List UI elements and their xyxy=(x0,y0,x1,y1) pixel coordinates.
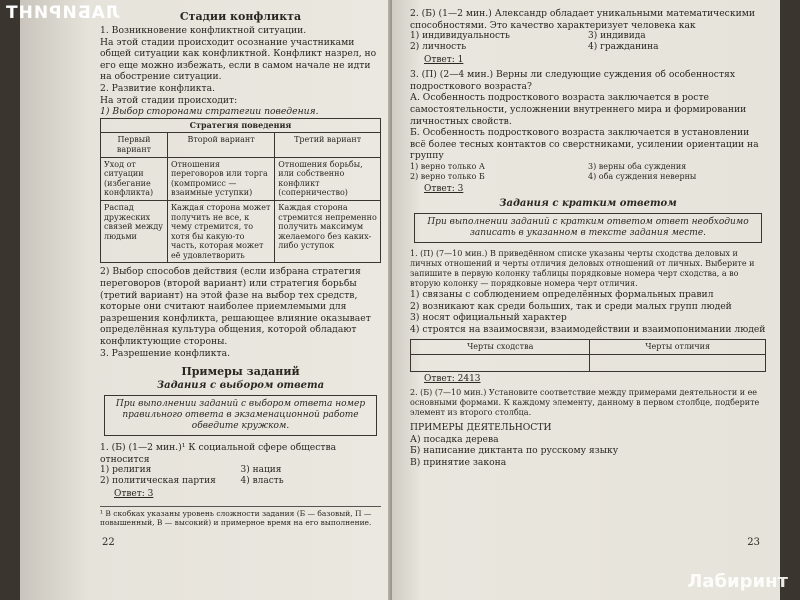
list-item: 3) носят официальный характер xyxy=(410,312,567,324)
answer-options xyxy=(410,162,766,182)
statement: А. Особенность подросткового возраста заключается в росте самостоятельности, усложнении внутреннего мира и формировании личностных свойств. xyxy=(410,92,747,127)
store-logo: ЛАБИРИНТ xyxy=(5,3,120,23)
examples-title: Примеры заданий xyxy=(181,365,300,379)
table-cell: Распад дружеских связей между людьми xyxy=(101,200,168,263)
table-header: Третий вариант xyxy=(275,133,381,157)
table-cell: Каждая сторона стремится непременно получить максимум желаемого без каких-либо уступок xyxy=(275,200,381,263)
question: 2. (Б) (7—10 мин.) Установите соответствие между примерами деятельности и ее основными формами. К каждому элементу, данному в первом столбце, подберите элемент из второго столбца. xyxy=(410,387,760,417)
table-cell: Уход от ситуации (избегание конфликта) xyxy=(101,157,168,200)
right-page xyxy=(392,0,780,600)
list-item: В) принятие закона xyxy=(410,456,507,468)
option: 2) личность xyxy=(410,42,467,53)
option: 2) политическая партия xyxy=(100,476,216,487)
paragraph: 1. Возникновение конфликтной ситуации. xyxy=(100,25,307,36)
paragraph: 1) Выбор сторонами стратегии поведения. xyxy=(100,106,319,118)
option: 1) религия xyxy=(100,465,152,476)
option: 3) индивида xyxy=(588,31,646,42)
list-item: 4) строятся на взаимосвязи, взаимодействии и взаимопонимании людей xyxy=(410,323,766,335)
table-title: Стратегия поведения xyxy=(101,118,381,133)
list-item: А) посадка дерева xyxy=(410,433,499,445)
table-cell: Отношения переговоров или торга (компромисс — взаимные уступки) xyxy=(167,157,274,200)
answer: Ответ: 3 xyxy=(424,183,464,194)
table-header: Первый вариант xyxy=(101,133,168,157)
option: 3) нация xyxy=(240,465,282,476)
table-row xyxy=(101,157,381,200)
table-header: Второй вариант xyxy=(167,133,274,157)
list-item: 1) связаны с соблюдением определённых формальных правил xyxy=(410,288,714,300)
option: 3) верны оба суждения xyxy=(588,161,687,171)
table-cell: Каждая сторона может получить не все, к чему стремится, то хотя бы какую-то часть, которая может её удовлетворить xyxy=(167,200,274,263)
option: 1) индивидуальность xyxy=(410,31,510,42)
question: 3. (П) (2—4 мин.) Верны ли следующие суждения об особенностях подросткового возраста? xyxy=(410,69,736,92)
instruction-box: При выполнении заданий с кратким ответом ответ необходимо записать в указанном в тексте задания месте. xyxy=(414,213,762,243)
option: 1) верно только А xyxy=(410,161,485,171)
table-header: Черты сходства xyxy=(411,340,590,355)
question: 1. (П) (7—10 мин.) В приведённом списке указаны черты сходства деловых и личных отношений и черты отличия деловых отношений от личных. Выберите и запишите в первую колонку таблицы порядковые номера черт сходства, а во вторую колонку — порядковые номера черт отличия. xyxy=(410,248,755,288)
paragraph: На этой стадии происходит осознание участниками общей ситуации как конфликтной. Конфликт назрел, но его еще можно избежать, если в самом начале не идти на обострение ситуации. xyxy=(100,36,377,83)
subsection-title: Задания с выбором ответа xyxy=(156,380,325,392)
answer: Ответ: 3 xyxy=(114,489,154,500)
paragraph: На этой стадии происходит: xyxy=(100,94,238,106)
table-cell xyxy=(411,354,590,371)
examples-heading: ПРИМЕРЫ ДЕЯТЕЛЬНОСТИ xyxy=(410,421,552,433)
statement: Б. Особенность подросткового возраста заключается в установлении всё более тесных контактов со сверстниками, усилении ориентации на группу xyxy=(410,127,759,162)
footnote: ¹ В скобках указаны уровень сложности задания (Б — базовый, П — повышенный, В — высокий) и примерное время на его выполнение. xyxy=(100,506,381,527)
left-page xyxy=(20,0,395,600)
instruction-box: При выполнении заданий с выбором ответа номер правильного ответа в экзаменационной работе обведите кружком. xyxy=(104,395,377,436)
section-title: Стадии конфликта xyxy=(179,10,302,23)
strategy-table xyxy=(100,118,381,264)
table-cell: Отношения борьбы, или собственно конфликт (соперничество) xyxy=(275,157,381,200)
list-item: Б) написание диктанта по русскому языку xyxy=(410,445,619,457)
answer-options xyxy=(410,31,766,53)
answer: Ответ: 2413 xyxy=(424,373,481,384)
watermark: Лабиринт xyxy=(687,571,788,592)
table-cell xyxy=(590,354,766,371)
table-header: Черты отличия xyxy=(590,340,766,355)
paragraph: 3. Разрешение конфликта. xyxy=(100,347,231,359)
page-number: 22 xyxy=(102,537,115,548)
page-number: 23 xyxy=(747,537,760,548)
paragraph: 2) Выбор способов действия (если избрана стратегия переговоров (второй вариант) или стратегия борьбы (третий вариант) на этой фазе на выбор тех средств, которые они считают наиболее приемлемыми для разрешения конфликта, решающее влияние оказывает определённая культура общения, которой обладают конфликтующие стороны. xyxy=(100,266,371,348)
table-row xyxy=(101,200,381,263)
answer-table xyxy=(410,339,766,372)
question: 1. (Б) (1—2 мин.)¹ К социальной сфере общества относится xyxy=(100,442,337,465)
answer: Ответ: 1 xyxy=(424,55,464,66)
option: 2) верно только Б xyxy=(410,171,485,181)
subsection-title: Задания с кратким ответом xyxy=(499,197,677,209)
paragraph: 2. Развитие конфликта. xyxy=(100,82,215,94)
option: 4) оба суждения неверны xyxy=(588,171,697,181)
list-item: 2) возникают как среди больших, так и среди малых групп людей xyxy=(410,300,732,312)
answer-options xyxy=(100,465,381,487)
question: 2. (Б) (1—2 мин.) Александр обладает уникальными математическими способностями. Это качество характеризует человека как xyxy=(410,8,755,31)
option: 4) гражданина xyxy=(588,42,659,53)
option: 4) власть xyxy=(240,476,284,487)
